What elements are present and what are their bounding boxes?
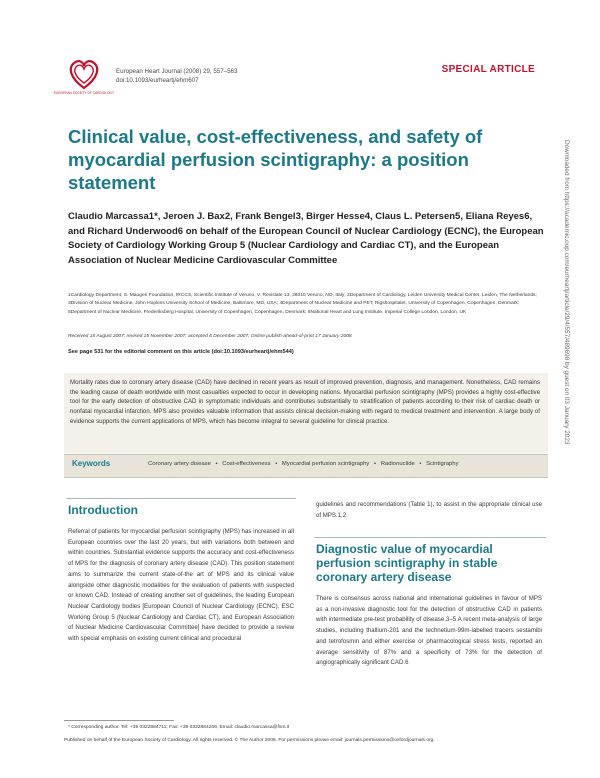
download-watermark: Downloaded from https://academic.oup.com/eurheartj/article/29/4/557/489698 by guest on 03 January 2023 (563, 140, 570, 445)
affiliations: 1Cardiology Department, S. Maugeri Foundation, IRCCS, Scientific Institute of Veruno, V. Revislate 13, 28010 Veruno, NO, Italy; 2Department of Cardiology, Leiden University Medical Center, Leiden, The Netherlands; 3Division of Nuclear Medicine, John Hopkins University School of Medicine, Baltimore, MD, USA; 4Department of Nuclear Medicine and PET, Rigshospitalet, University of Copenhagen, Copenhagen, Denmark; 5Department of Nuclear Medicine, Frederiksberg Hospital, University of Copenhagen, Copenhagen, Denmark; 6National Heart and Lung Institute, Imperial College London, London, UK (68, 293, 537, 315)
divider (66, 498, 296, 499)
keyword-separator: • (419, 461, 422, 467)
intro-heading: Introduction (68, 503, 138, 517)
article-title: Clinical value, cost-effectiveness, and safety of myocardial perfusion scintigraphy: a position statement (68, 126, 483, 193)
esc-logo (53, 52, 115, 96)
intro-continuation: guidelines and recommendations (Table 1), to assist in the appropriate clinical use of MPS.1,2 (316, 501, 542, 519)
article-dates: Received 15 August 2007; revised 15 November 2007; accepted 6 December 2007; Online publish-ahead-of-print 17 January 2008 (68, 334, 352, 339)
keyword-separator: • (275, 461, 278, 467)
keyword-item: Radionuclide (380, 461, 415, 467)
section-tag: SPECIAL ARTICLE (441, 64, 535, 75)
logo-caption: EUROPEAN SOCIETY OF CARDIOLOGY (53, 91, 115, 95)
keyword-item: Scintigraphy (426, 461, 459, 467)
diagnostic-heading: Diagnostic value of myocardial perfusion scintigraphy in stable coronary artery disease (316, 542, 498, 584)
doi-line[interactable]: doi:10.1093/eurheartj/ehm607 (116, 77, 199, 84)
abstract-text: Mortality rates due to coronary artery disease (CAD) have declined in recent years as result of improved prevention, diagnosis, and management. Nonetheless, CAD remains the leading cause of death worldwide with most casualties expected to occur in developing nations. Myocardial perfusion scintigraphy (MPS) provides a highly cost-effective tool for the early detection of obstructive CAD in symptomatic individuals and contributes substantially to stratification of patients according to their risk of cardiac death or nonfatal myocardial infarction. MPS also provides valuable information that assists clinical decision-making with regard to medical treatment and intervention. A large body of evidence supports the current applications of MPS, which has become integral to several guideline for clinical practice. (70, 379, 540, 425)
corresponding-author-footnote: * Corresponding author. Tel: +39 0322884711; Fax: +39 0322884269, Email: claudio.marcassa@fsm.it (68, 725, 290, 730)
keyword-item: Cost-effectiveness (222, 461, 271, 467)
footnote-rule (64, 720, 174, 721)
editorial-reference[interactable]: See page 531 for the editorial comment on this article (doi:10.1093/eurheartj/ehm544) (68, 349, 294, 355)
keyword-separator: • (215, 461, 218, 467)
keyword-item: Myocardial perfusion scintigraphy (281, 461, 370, 467)
keywords-label: Keywords (72, 459, 111, 468)
keyword-separator: • (373, 461, 377, 467)
publisher-line: Published on behalf of the European Society of Cardiology. All rights reserved. © The Author 2008. For permissions please email: journals.permissions@oxfordjournals.org. (64, 738, 435, 743)
divider (314, 537, 546, 538)
journal-citation (116, 67, 237, 85)
journal-line: European Heart Journal (2008) 29, 557–563 (116, 68, 238, 75)
diagnostic-body: There is consensus across national and international guidelines in favour of MPS as a non-invasive diagnostic tool for the detection of obstructive CAD in patients with intermediate pre-test probability of disease.3–5 A recent meta-analysis of large studies, including thallium-201 and the technetium-99m-labelled tracers sestamibi and tetrofosmin and either exercise or pharmacological stress tests, reported an average sensitivity of 87% and a specificity of 73% for the detection of angiographically significant CAD.6 (316, 595, 542, 667)
author-list: Claudio Marcassa1*, Jeroen J. Bax2, Frank Bengel3, Birger Hesse4, Claus L. Petersen5, Eliana Reyes6, and Richard Underwood6 on behalf of the European Council of Nuclear Cardiology (ECNC), the European Society of Cardiology Working Group 5 (Nuclear Cardiology and Cardiac CT), and the European Association of Nuclear Medicine Cardiovascular Committee (68, 211, 544, 266)
keyword-item: Coronary artery disease (148, 461, 211, 467)
intro-body: Referral of patients for myocardial perfusion scintigraphy (MPS) has increased in all European countries over the last 20 years, but with variations both between and within countries. Substantial evidence supports the accuracy and cost-effectiveness of MPS for the diagnosis of coronary artery disease (CAD). This position statement aims to summarize the current state-of-the art of MPS and its clinical value alongside other diagnostic modalities for the evaluation of patients with suspected or known CAD. Instead of creating another set of guidelines, the leading European Nuclear Cardiology bodies [European Council of Nuclear Cardiology (ECNC), ESC Working Group 5 (Nuclear Cardiology and Cardiac CT), and European Association of Nuclear Medicine Cardiovascular Committee] have decided to provide a review with special emphasis on existing current clinical and procedural (68, 528, 294, 643)
keywords-list (148, 461, 462, 467)
